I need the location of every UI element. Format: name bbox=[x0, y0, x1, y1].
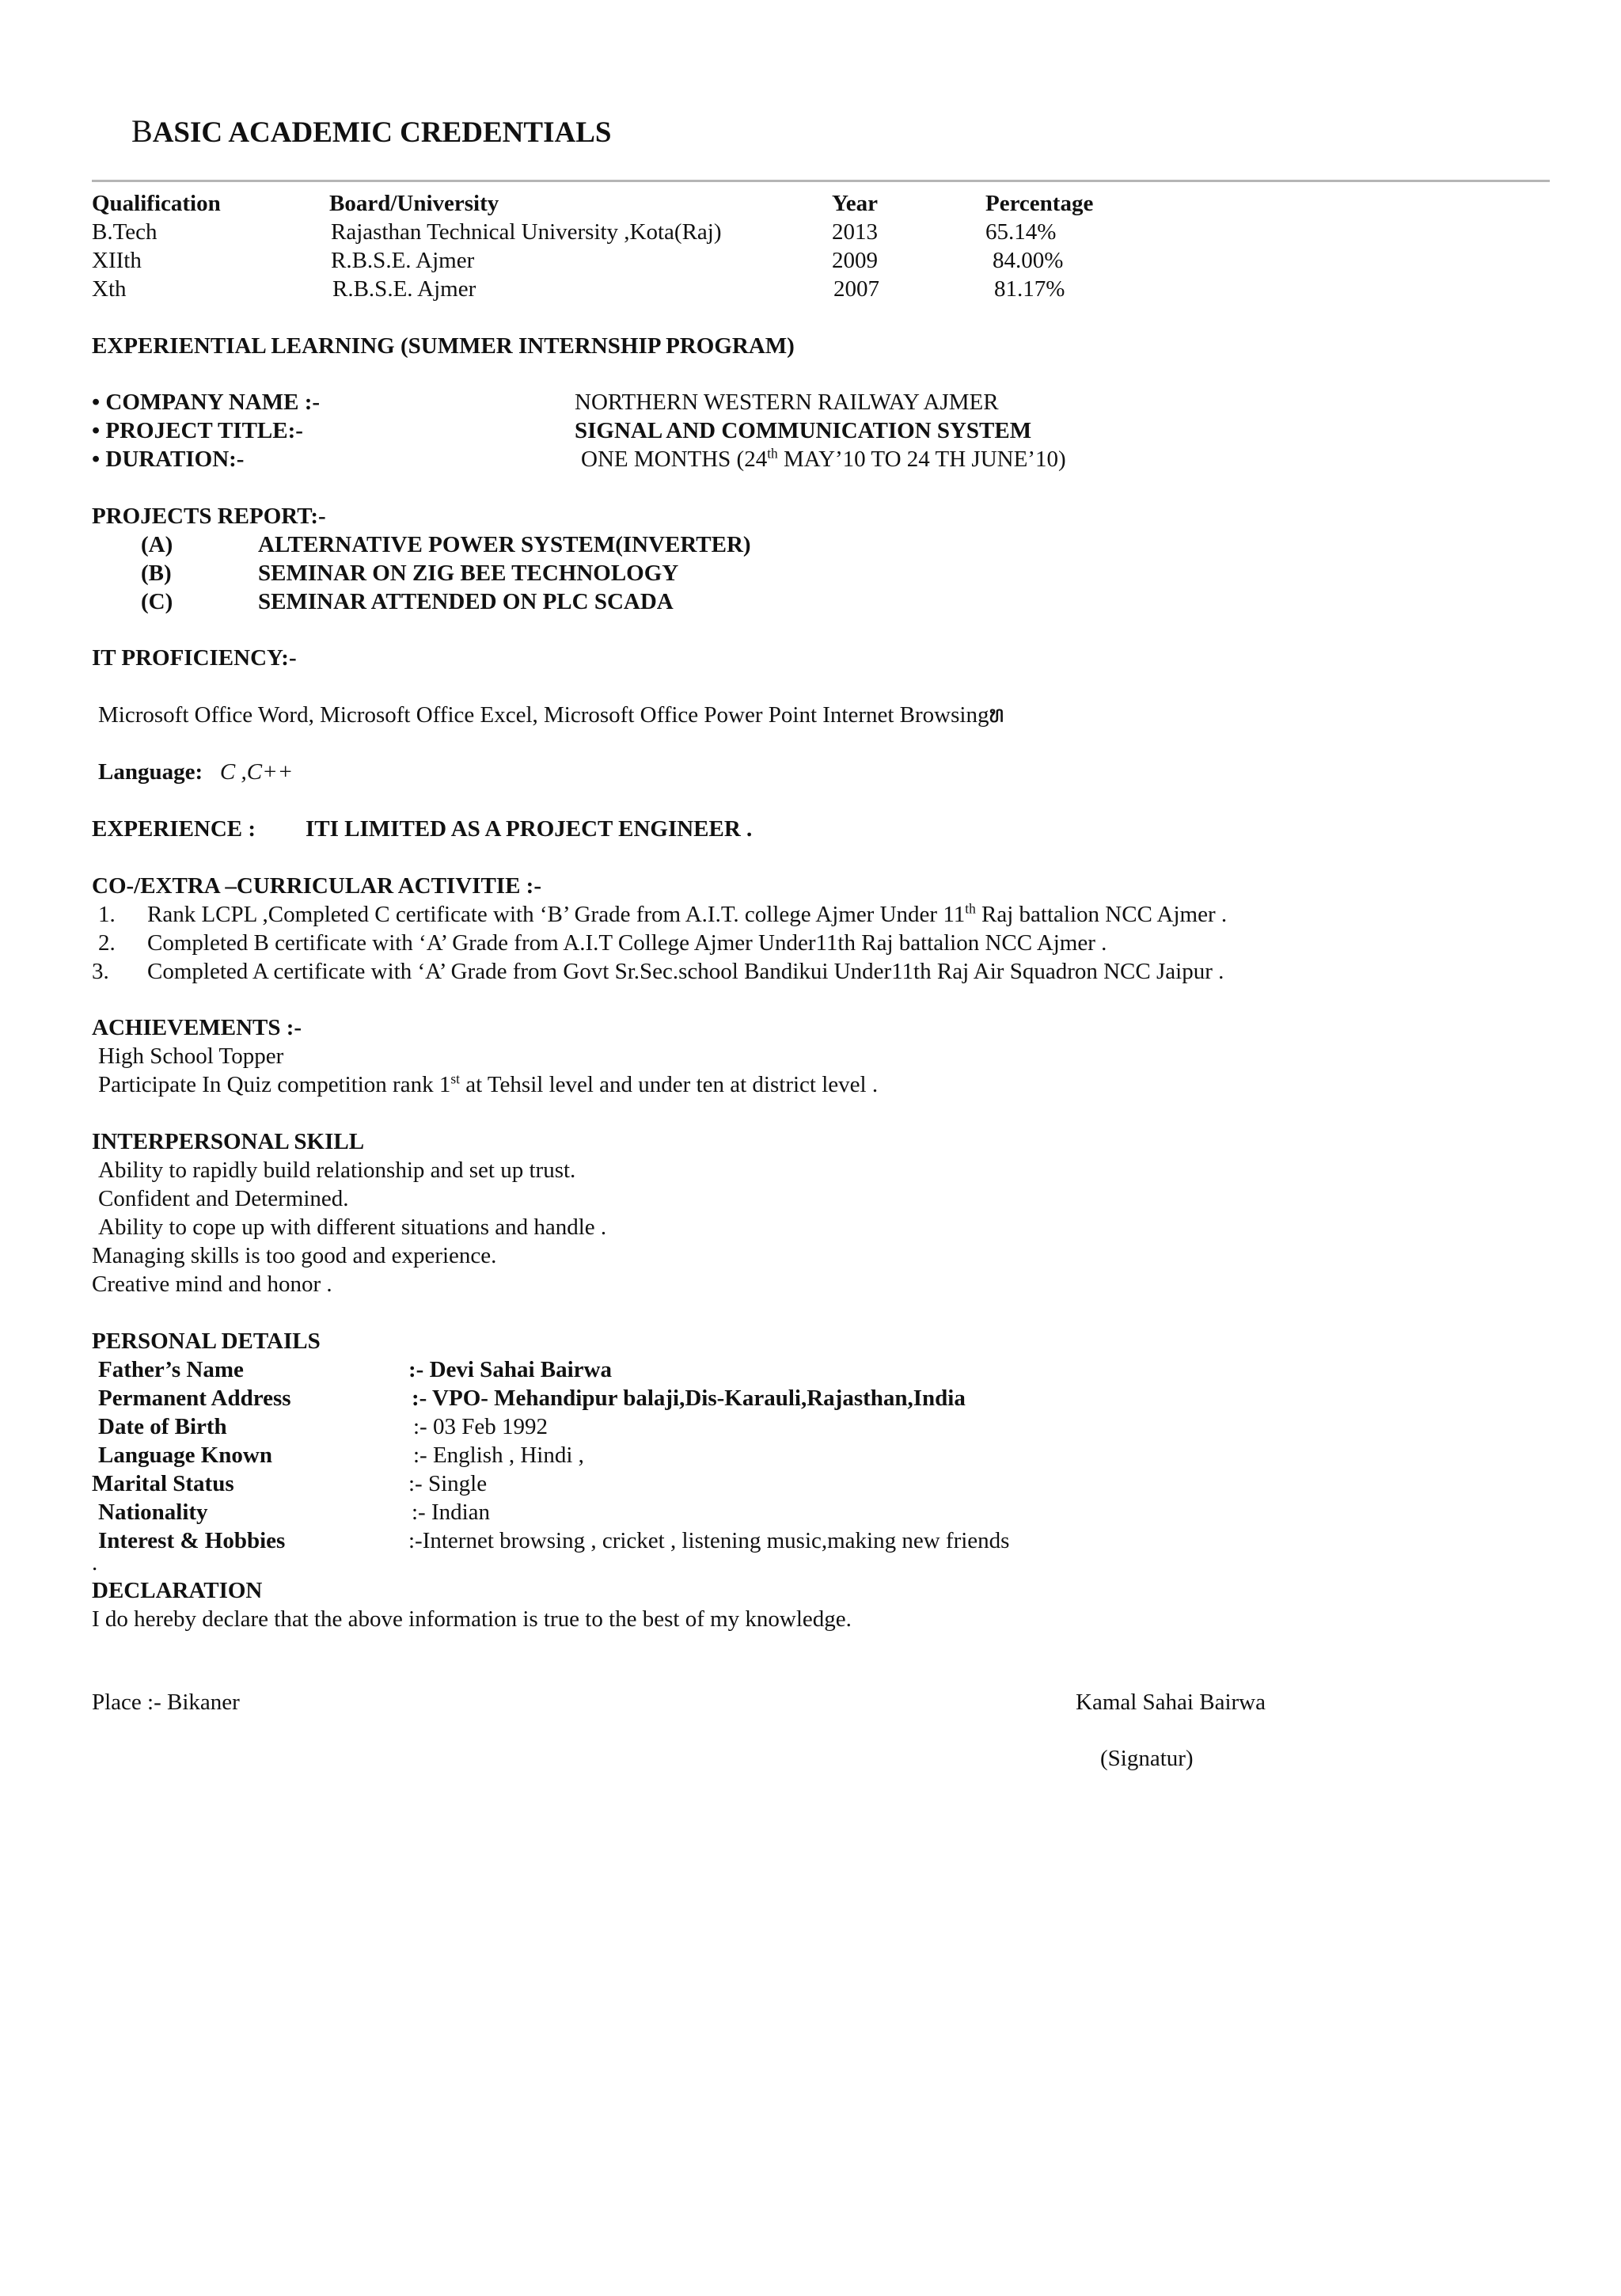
place-line: Place :- Bikaner bbox=[92, 1690, 240, 1715]
list-item: Completed A certificate with ‘A’ Grade from Govt Sr.Sec.school Bandikui Under11th Raj Air Squadron NCC Jaipur . bbox=[147, 959, 1224, 984]
list-item: SEMINAR ON ZIG BEE TECHNOLOGY bbox=[258, 561, 679, 586]
detail-value: :- English , Hindi , bbox=[413, 1443, 584, 1468]
table-cell: 84.00% bbox=[993, 248, 1064, 273]
detail-value: :- Single bbox=[408, 1471, 488, 1496]
skill-line: Ability to rapidly build relationship and set up trust. bbox=[98, 1158, 576, 1183]
duration-text-start: ONE MONTHS (24 bbox=[581, 447, 768, 472]
list-item: SEMINAR ATTENDED ON PLC SCADA bbox=[258, 589, 674, 614]
project-label: • PROJECT TITLE:- bbox=[92, 418, 303, 443]
col-header-qualification: Qualification bbox=[92, 191, 221, 216]
section-heading-projects: PROJECTS REPORT:- bbox=[92, 504, 326, 529]
skill-line: Creative mind and honor . bbox=[92, 1272, 332, 1297]
detail-value: :- Indian bbox=[412, 1500, 491, 1525]
heading-rest: ASIC ACADEMIC CREDENTIALS bbox=[152, 116, 612, 149]
table-cell: B.Tech bbox=[92, 219, 158, 245]
list-item-marker: (B) bbox=[141, 561, 172, 586]
stray-dot: . bbox=[92, 1550, 98, 1576]
detail-label: Permanent Address bbox=[98, 1386, 291, 1411]
achievement-line bbox=[98, 1070, 879, 1097]
duration-label: • DURATION:- bbox=[92, 447, 245, 472]
experience-value: ITI LIMITED AS A PROJECT ENGINEER . bbox=[306, 816, 753, 842]
list-item: Completed B certificate with ‘A’ Grade from A.I.T College Ajmer Under11th Raj battalion NCC Ajmer . bbox=[147, 930, 1107, 956]
project-value: SIGNAL AND COMMUNICATION SYSTEM bbox=[575, 418, 1032, 443]
declaration-text: I do hereby declare that the above information is true to the best of my knowledge. bbox=[92, 1606, 852, 1632]
table-cell: R.B.S.E. Ajmer bbox=[331, 248, 475, 273]
table-cell: 2013 bbox=[832, 219, 878, 245]
duration-superscript: th bbox=[767, 445, 778, 462]
list-item-marker: (C) bbox=[141, 589, 173, 614]
activity-text: Rank LCPL ,Completed C certificate with ‘B’ Grade from A.I.T. college Ajmer Under 11 bbox=[147, 902, 966, 927]
company-value: NORTHERN WESTERN RAILWAY AJMER bbox=[575, 390, 999, 415]
activity-superscript: th bbox=[965, 900, 976, 917]
achievement-text: Participate In Quiz competition rank 1 bbox=[98, 1072, 451, 1097]
table-cell: Xth bbox=[92, 276, 127, 302]
activity-text-end: Raj battalion NCC Ajmer . bbox=[975, 902, 1228, 927]
list-item: ALTERNATIVE POWER SYSTEM(INVERTER) bbox=[258, 532, 751, 557]
skill-line: Managing skills is too good and experience. bbox=[92, 1243, 497, 1268]
table-cell: XIIth bbox=[92, 248, 142, 273]
section-heading-activities: CO-/EXTRA –CURRICULAR ACTIVITIE :- bbox=[92, 873, 541, 899]
company-label: • COMPANY NAME :- bbox=[92, 390, 321, 415]
section-heading-it: IT PROFICIENCY:- bbox=[92, 645, 297, 671]
list-item-number: 2. bbox=[98, 930, 116, 956]
list-item bbox=[147, 900, 1228, 927]
detail-value: :- 03 Feb 1992 bbox=[413, 1414, 548, 1439]
heading-first-letter: B bbox=[131, 113, 153, 149]
section-heading-personal: PERSONAL DETAILS bbox=[92, 1329, 321, 1354]
table-cell: 65.14% bbox=[985, 219, 1057, 245]
it-skills-line: Microsoft Office Word, Microsoft Office Excel, Microsoft Office Power Point Internet Browsingທ bbox=[98, 702, 1004, 728]
achievement-text-end: at Tehsil level and under ten at district level . bbox=[459, 1072, 879, 1097]
table-cell: R.B.S.E. Ajmer bbox=[332, 276, 476, 302]
detail-value: :-Internet browsing , cricket , listening music,making new friends bbox=[408, 1528, 1010, 1553]
experience-label: EXPERIENCE : bbox=[92, 816, 256, 842]
col-header-year: Year bbox=[832, 191, 878, 216]
language-label: Language: bbox=[98, 759, 203, 785]
signature-caption: (Signatur) bbox=[1100, 1746, 1194, 1771]
skill-line: Confident and Determined. bbox=[98, 1186, 349, 1211]
detail-label: Date of Birth bbox=[98, 1414, 227, 1439]
section-heading-academics bbox=[131, 113, 612, 149]
table-cell: 81.17% bbox=[994, 276, 1065, 302]
list-item-number: 1. bbox=[98, 902, 116, 927]
section-heading-interpersonal: INTERPERSONAL SKILL bbox=[92, 1129, 365, 1154]
achievement-line: High School Topper bbox=[98, 1043, 284, 1069]
detail-value: :- VPO- Mehandipur balaji,Dis-Karauli,Rajasthan,India bbox=[412, 1386, 966, 1411]
detail-label: Father’s Name bbox=[98, 1357, 244, 1382]
signatory-name: Kamal Sahai Bairwa bbox=[1076, 1690, 1266, 1715]
section-heading-internship: EXPERIENTIAL LEARNING (SUMMER INTERNSHIP PROGRAM) bbox=[92, 333, 795, 359]
detail-label: Interest & Hobbies bbox=[98, 1528, 286, 1553]
col-header-board: Board/University bbox=[329, 191, 499, 216]
detail-label: Language Known bbox=[98, 1443, 272, 1468]
skill-line: Ability to cope up with different situations and handle . bbox=[98, 1215, 607, 1240]
section-heading-achievements: ACHIEVEMENTS :- bbox=[92, 1015, 302, 1040]
table-cell: 2009 bbox=[832, 248, 878, 273]
section-heading-declaration: DECLARATION bbox=[92, 1578, 263, 1603]
list-item-number: 3. bbox=[92, 959, 109, 984]
detail-value: :- Devi Sahai Bairwa bbox=[408, 1357, 612, 1382]
achievement-superscript: st bbox=[450, 1070, 460, 1087]
language-line bbox=[98, 761, 293, 784]
list-item-marker: (A) bbox=[141, 532, 173, 557]
divider bbox=[92, 180, 1550, 182]
detail-label: Marital Status bbox=[92, 1471, 234, 1496]
language-value: C ,C++ bbox=[219, 759, 294, 785]
table-cell: 2007 bbox=[833, 276, 879, 302]
duration-text-end: MAY’10 TO 24 TH JUNE’10) bbox=[777, 447, 1066, 472]
col-header-percentage: Percentage bbox=[985, 191, 1094, 216]
table-cell: Rajasthan Technical University ,Kota(Raj) bbox=[331, 219, 722, 245]
detail-label: Nationality bbox=[98, 1500, 208, 1525]
duration-value bbox=[581, 445, 1066, 472]
